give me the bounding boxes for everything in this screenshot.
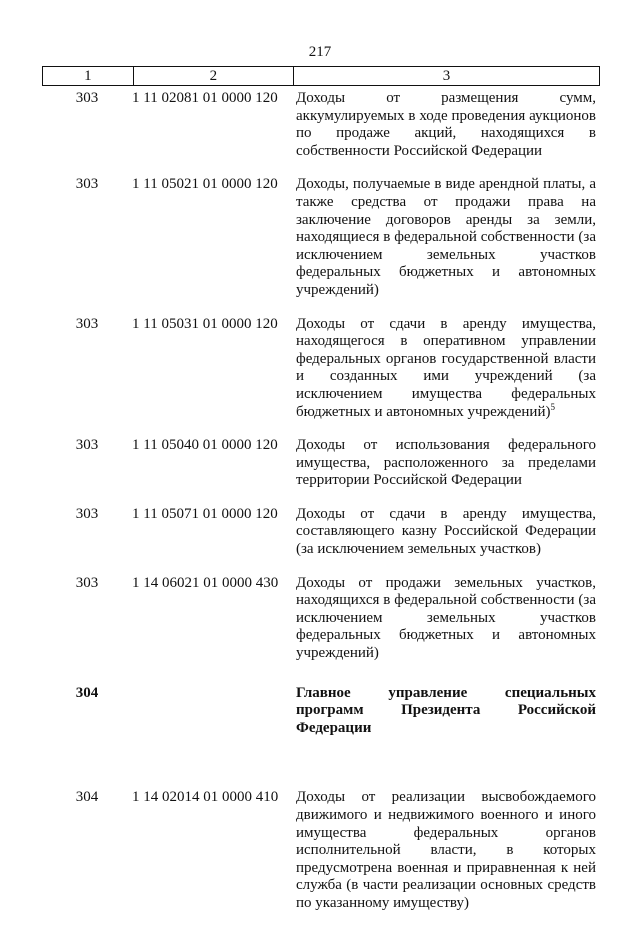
admin-code: 303 xyxy=(75,505,99,522)
header-col-1: 1 xyxy=(43,67,134,86)
revenue-description: Доходы от размещения сумм, аккумулируемых в ходе проведения аукционов по продаже акций, находящихся в собственности Российской Федерации xyxy=(296,90,596,159)
revenue-description: Доходы, получаемые в виде арендной платы, а также средства от продажи права на заключение договоров аренды за земли, находящиеся в федеральной собственности (за исключением земельных участков федеральных бюджетных и автономных учреждений) xyxy=(296,176,596,298)
section-header-row xyxy=(42,685,600,738)
table-row xyxy=(42,437,600,490)
section-title: Главное управление специальных программ Президента Российской Федерации xyxy=(296,684,596,736)
header-row xyxy=(43,67,600,86)
column-header-table xyxy=(42,66,600,86)
revenue-code: 1 11 05071 01 0000 120 xyxy=(132,505,278,522)
admin-code: 303 xyxy=(75,176,99,193)
section-admin-code: 304 xyxy=(75,684,99,701)
admin-code: 303 xyxy=(75,574,99,591)
revenue-description: Доходы от сдачи в аренду имущества, составляющего казну Российской Федерации (за исключением земельных участков) xyxy=(296,505,596,558)
revenue-code: 1 11 05021 01 0000 120 xyxy=(132,176,278,193)
revenue-code: 1 11 05040 01 0000 120 xyxy=(132,437,278,454)
table-body xyxy=(42,90,600,929)
header-col-3: 3 xyxy=(294,67,600,86)
admin-code: 303 xyxy=(75,90,99,106)
page-number: 217 xyxy=(308,44,332,60)
admin-code: 303 xyxy=(75,437,99,454)
revenue-code: 1 14 02014 01 0000 410 xyxy=(132,789,279,806)
revenue-description: Доходы от продажи земельных участков, находящихся в федеральной собственности (за исключением земельных участков федеральных бюджетных и автономных учреждений) xyxy=(296,574,596,662)
revenue-description: Доходы от сдачи в аренду имущества, находящегося в оперативном управлении федеральных органов государственной власти и созданных ими учреждений (за исключением имущества федеральных бюджетных и автономных учреждений) xyxy=(296,315,596,420)
table-row xyxy=(42,575,600,663)
revenue-code: 1 14 06021 01 0000 430 xyxy=(132,574,279,591)
footnote-marker: 5 xyxy=(550,401,555,412)
revenue-description-cell xyxy=(296,316,596,422)
table-row xyxy=(42,789,600,912)
revenue-description: Доходы от использования федерального имущества, расположенного за пределами территории Российской Федерации xyxy=(296,437,596,489)
table-row xyxy=(42,90,600,160)
admin-code: 303 xyxy=(75,315,99,332)
admin-code: 304 xyxy=(75,789,99,806)
table-row xyxy=(42,316,600,422)
table-row xyxy=(42,176,600,299)
table-row xyxy=(42,506,600,559)
revenue-code: 1 11 05031 01 0000 120 xyxy=(132,315,278,332)
revenue-code: 1 11 02081 01 0000 120 xyxy=(132,90,278,106)
header-col-2: 2 xyxy=(133,67,293,86)
revenue-description: Доходы от реализации высвобождаемого движимого и недвижимого военного и иного имущества федеральных органов исполнительной власти, в которых предусмотрена военная и приравненная к ней служба (в части реализации основных средств по указанному имуществу) xyxy=(296,789,596,911)
